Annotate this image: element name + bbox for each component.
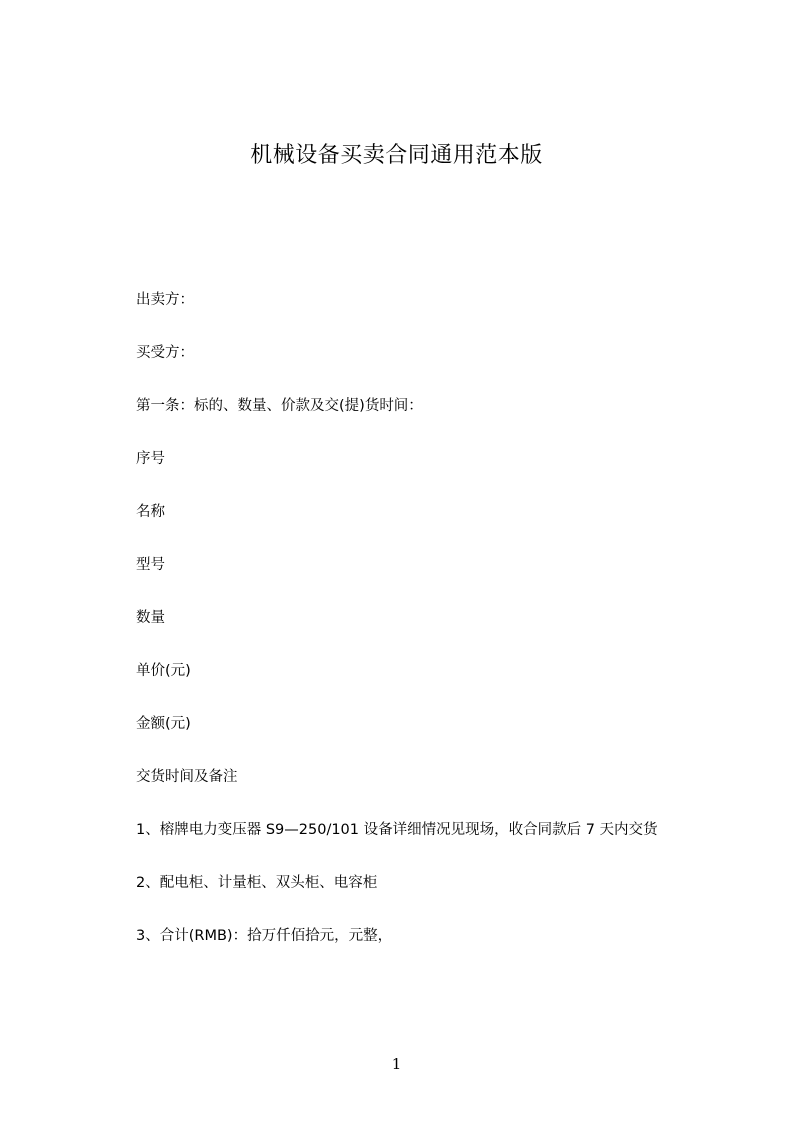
field-name: 名称 (136, 504, 165, 520)
field-serial-number: 序号 (136, 451, 165, 467)
field-quantity: 数量 (136, 610, 165, 626)
field-model: 型号 (136, 557, 165, 573)
field-amount: 金额(元) (136, 716, 191, 732)
field-unit-price: 单价(元) (136, 663, 191, 679)
document-title: 机械设备买卖合同通用范本版 (250, 143, 543, 168)
article-one-heading: 第一条：标的、数量、价款及交(提)货时间： (136, 398, 423, 414)
field-delivery-notes: 交货时间及备注 (136, 769, 238, 785)
contract-body (136, 287, 716, 976)
page-number: 1 (391, 1055, 402, 1073)
seller-label: 出卖方： (136, 292, 194, 308)
item-1: 1、榕牌电力变压器 S9—250/101 设备详细情况见现场，收合同款后 7 天内交货 (136, 822, 658, 838)
buyer-label: 买受方： (136, 345, 194, 361)
item-2: 2、配电柜、计量柜、双头柜、电容柜 (136, 875, 378, 891)
item-3-total: 3、合计(RMB)：拾万仟佰拾元，元整， (136, 928, 393, 944)
